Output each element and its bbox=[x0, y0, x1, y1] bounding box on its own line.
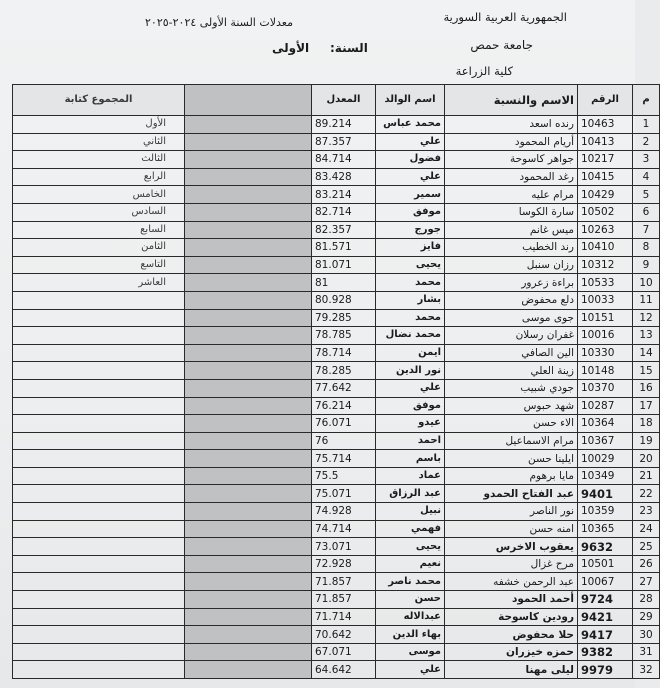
rank-in-words bbox=[13, 608, 185, 626]
average-score: 74.714 bbox=[312, 520, 376, 538]
rank-in-words bbox=[13, 626, 185, 644]
shaded-cell bbox=[185, 661, 312, 679]
table-row bbox=[13, 591, 660, 609]
average-score: 76.071 bbox=[312, 415, 376, 433]
father-name: عيدو bbox=[376, 415, 445, 433]
row-number: 19 bbox=[633, 432, 660, 450]
student-id: 9417 bbox=[578, 626, 633, 644]
shaded-cell bbox=[185, 432, 312, 450]
average-score: 83.214 bbox=[312, 186, 376, 204]
table-row bbox=[13, 503, 660, 521]
student-id: 10365 bbox=[578, 520, 633, 538]
rank-in-words bbox=[13, 538, 185, 556]
average-score: 81.071 bbox=[312, 256, 376, 274]
rank-in-words bbox=[13, 485, 185, 503]
student-name: سارة الكوسا bbox=[445, 203, 578, 221]
shaded-cell bbox=[185, 291, 312, 309]
student-id: 10415 bbox=[578, 168, 633, 186]
average-score: 75.5 bbox=[312, 467, 376, 485]
student-name: زينة العلي bbox=[445, 362, 578, 380]
shaded-cell bbox=[185, 520, 312, 538]
student-id: 10148 bbox=[578, 362, 633, 380]
shaded-cell bbox=[185, 591, 312, 609]
student-id: 9979 bbox=[578, 661, 633, 679]
student-id: 10410 bbox=[578, 239, 633, 257]
father-name: موسى bbox=[376, 643, 445, 661]
average-score: 89.214 bbox=[312, 116, 376, 134]
row-number: 6 bbox=[633, 203, 660, 221]
student-id: 10359 bbox=[578, 503, 633, 521]
father-name: محمد نضال bbox=[376, 327, 445, 345]
father-name: نعيم bbox=[376, 555, 445, 573]
student-name: مرام الاسماعيل bbox=[445, 432, 578, 450]
year-label: السنة: bbox=[330, 41, 368, 55]
father-name: بهاء الدين bbox=[376, 626, 445, 644]
shaded-cell bbox=[185, 379, 312, 397]
table-row bbox=[13, 643, 660, 661]
father-name: احمد bbox=[376, 432, 445, 450]
average-score: 82.357 bbox=[312, 221, 376, 239]
shaded-cell bbox=[185, 116, 312, 134]
father-name: علي bbox=[376, 133, 445, 151]
average-score: 79.285 bbox=[312, 309, 376, 327]
rank-in-words: الثامن bbox=[13, 239, 185, 257]
student-id: 10413 bbox=[578, 133, 633, 151]
student-name: جودي شبيب bbox=[445, 379, 578, 397]
father-name: علي bbox=[376, 661, 445, 679]
rank-in-words bbox=[13, 591, 185, 609]
shaded-cell bbox=[185, 239, 312, 257]
father-name: حسن bbox=[376, 591, 445, 609]
rank-in-words: الرابع bbox=[13, 168, 185, 186]
row-number: 31 bbox=[633, 643, 660, 661]
header-father: اسم الوالد bbox=[376, 85, 445, 116]
student-name: أريام المحمود bbox=[445, 133, 578, 151]
table-row bbox=[13, 309, 660, 327]
header-total-words: المجموع كتابة bbox=[13, 85, 185, 116]
row-number: 10 bbox=[633, 274, 660, 292]
father-name: بشار bbox=[376, 291, 445, 309]
table-row bbox=[13, 133, 660, 151]
student-name: جوى موسى bbox=[445, 309, 578, 327]
shaded-cell bbox=[185, 168, 312, 186]
row-number: 3 bbox=[633, 151, 660, 169]
table-row bbox=[13, 573, 660, 591]
shaded-cell bbox=[185, 643, 312, 661]
student-id: 10217 bbox=[578, 151, 633, 169]
rank-in-words bbox=[13, 555, 185, 573]
row-number: 4 bbox=[633, 168, 660, 186]
header-id: الرقم bbox=[578, 85, 633, 116]
student-name: براءة زعرور bbox=[445, 274, 578, 292]
table-row bbox=[13, 256, 660, 274]
row-number: 17 bbox=[633, 397, 660, 415]
shaded-cell bbox=[185, 362, 312, 380]
student-name: رودين كاسوحة bbox=[445, 608, 578, 626]
row-number: 2 bbox=[633, 133, 660, 151]
student-id: 10330 bbox=[578, 344, 633, 362]
shaded-cell bbox=[185, 221, 312, 239]
document-title: معدلات السنة الأولى ٢٠٢٤-٢٠٢٥ bbox=[145, 16, 293, 29]
student-id: 10263 bbox=[578, 221, 633, 239]
rank-in-words bbox=[13, 503, 185, 521]
shaded-cell bbox=[185, 467, 312, 485]
table-row bbox=[13, 432, 660, 450]
student-name: جواهر كاسوحة bbox=[445, 151, 578, 169]
father-name: عماد bbox=[376, 467, 445, 485]
average-score: 76 bbox=[312, 432, 376, 450]
header-average: المعدل bbox=[312, 85, 376, 116]
average-score: 64.642 bbox=[312, 661, 376, 679]
student-id: 10370 bbox=[578, 379, 633, 397]
student-name: رنده اسعد bbox=[445, 116, 578, 134]
student-name: عبد الفتاح الحمدو bbox=[445, 485, 578, 503]
student-name: غفران رسلان bbox=[445, 327, 578, 345]
row-number: 16 bbox=[633, 379, 660, 397]
shaded-cell bbox=[185, 573, 312, 591]
student-name: مايا برهوم bbox=[445, 467, 578, 485]
father-name: فضول bbox=[376, 151, 445, 169]
student-name: حلا محفوض bbox=[445, 626, 578, 644]
average-score: 81.571 bbox=[312, 239, 376, 257]
rank-in-words bbox=[13, 362, 185, 380]
rank-in-words: الثاني bbox=[13, 133, 185, 151]
header-name: الاسم والنسبة bbox=[445, 85, 578, 116]
father-name: فايز bbox=[376, 239, 445, 257]
average-score: 83.428 bbox=[312, 168, 376, 186]
row-number: 12 bbox=[633, 309, 660, 327]
row-number: 7 bbox=[633, 221, 660, 239]
father-name: علي bbox=[376, 379, 445, 397]
average-score: 76.214 bbox=[312, 397, 376, 415]
header-shaded bbox=[185, 85, 312, 116]
table-row bbox=[13, 203, 660, 221]
row-number: 22 bbox=[633, 485, 660, 503]
student-name: شهد حبوس bbox=[445, 397, 578, 415]
student-name: دلع محفوض bbox=[445, 291, 578, 309]
father-name: موفق bbox=[376, 397, 445, 415]
table-row bbox=[13, 221, 660, 239]
rank-in-words bbox=[13, 379, 185, 397]
student-id: 9632 bbox=[578, 538, 633, 556]
table-header-row bbox=[13, 85, 660, 116]
father-name: محمد ناصر bbox=[376, 573, 445, 591]
student-name: مرام عليه bbox=[445, 186, 578, 204]
faculty-heading: كلية الزراعة bbox=[455, 64, 513, 78]
row-number: 23 bbox=[633, 503, 660, 521]
father-name: محمد bbox=[376, 274, 445, 292]
table-row bbox=[13, 239, 660, 257]
father-name: موفق bbox=[376, 203, 445, 221]
student-name: ليلى مهنا bbox=[445, 661, 578, 679]
average-score: 81 bbox=[312, 274, 376, 292]
student-id: 10533 bbox=[578, 274, 633, 292]
table-row bbox=[13, 415, 660, 433]
table-row bbox=[13, 467, 660, 485]
table-row bbox=[13, 168, 660, 186]
shaded-cell bbox=[185, 151, 312, 169]
table-row bbox=[13, 520, 660, 538]
student-id: 10502 bbox=[578, 203, 633, 221]
shaded-cell bbox=[185, 415, 312, 433]
rank-in-words bbox=[13, 415, 185, 433]
table-row bbox=[13, 291, 660, 309]
rank-in-words: الثالث bbox=[13, 151, 185, 169]
rank-in-words: السابع bbox=[13, 221, 185, 239]
student-name: نور الناصر bbox=[445, 503, 578, 521]
student-id: 9401 bbox=[578, 485, 633, 503]
row-number: 9 bbox=[633, 256, 660, 274]
table-row bbox=[13, 327, 660, 345]
table-row bbox=[13, 538, 660, 556]
row-number: 15 bbox=[633, 362, 660, 380]
table-row bbox=[13, 344, 660, 362]
shaded-cell bbox=[185, 344, 312, 362]
student-name: رزان سنبل bbox=[445, 256, 578, 274]
header-num: م bbox=[633, 85, 660, 116]
student-name: رغد المحمود bbox=[445, 168, 578, 186]
rank-in-words bbox=[13, 309, 185, 327]
average-score: 84.714 bbox=[312, 151, 376, 169]
shaded-cell bbox=[185, 203, 312, 221]
student-name: حمزه خيزران bbox=[445, 643, 578, 661]
student-id: 10312 bbox=[578, 256, 633, 274]
table-row bbox=[13, 485, 660, 503]
table-row bbox=[13, 379, 660, 397]
table-row bbox=[13, 450, 660, 468]
average-score: 71.857 bbox=[312, 591, 376, 609]
father-name: نبيل bbox=[376, 503, 445, 521]
student-id: 10501 bbox=[578, 555, 633, 573]
student-id: 10067 bbox=[578, 573, 633, 591]
shaded-cell bbox=[185, 485, 312, 503]
shaded-cell bbox=[185, 450, 312, 468]
average-score: 78.785 bbox=[312, 327, 376, 345]
student-name: يعقوب الاخرس bbox=[445, 538, 578, 556]
average-score: 82.714 bbox=[312, 203, 376, 221]
rank-in-words bbox=[13, 573, 185, 591]
average-score: 87.357 bbox=[312, 133, 376, 151]
student-id: 10287 bbox=[578, 397, 633, 415]
rank-in-words bbox=[13, 291, 185, 309]
average-score: 72.928 bbox=[312, 555, 376, 573]
father-name: عبدالاله bbox=[376, 608, 445, 626]
table-row bbox=[13, 608, 660, 626]
student-name: عبد الرحمن خشفه bbox=[445, 573, 578, 591]
father-name: نور الدين bbox=[376, 362, 445, 380]
student-name: رند الخطيب bbox=[445, 239, 578, 257]
shaded-cell bbox=[185, 503, 312, 521]
student-id: 9382 bbox=[578, 643, 633, 661]
rank-in-words bbox=[13, 327, 185, 345]
table-row bbox=[13, 555, 660, 573]
average-score: 75.071 bbox=[312, 485, 376, 503]
father-name: سمير bbox=[376, 186, 445, 204]
shaded-cell bbox=[185, 608, 312, 626]
row-number: 20 bbox=[633, 450, 660, 468]
father-name: باسم bbox=[376, 450, 445, 468]
shaded-cell bbox=[185, 274, 312, 292]
student-id: 10016 bbox=[578, 327, 633, 345]
row-number: 18 bbox=[633, 415, 660, 433]
father-name: ايمن bbox=[376, 344, 445, 362]
row-number: 32 bbox=[633, 661, 660, 679]
shaded-cell bbox=[185, 397, 312, 415]
student-name: مرح غزال bbox=[445, 555, 578, 573]
student-name: الين الصافي bbox=[445, 344, 578, 362]
row-number: 1 bbox=[633, 116, 660, 134]
shaded-cell bbox=[185, 555, 312, 573]
university-heading: جامعة حمص bbox=[470, 38, 533, 52]
table-row bbox=[13, 274, 660, 292]
average-score: 74.928 bbox=[312, 503, 376, 521]
student-id: 10029 bbox=[578, 450, 633, 468]
average-score: 80.928 bbox=[312, 291, 376, 309]
rank-in-words: التاسع bbox=[13, 256, 185, 274]
average-score: 71.857 bbox=[312, 573, 376, 591]
year-value: الأولى bbox=[272, 41, 310, 55]
student-name: الاء حسن bbox=[445, 415, 578, 433]
row-number: 21 bbox=[633, 467, 660, 485]
father-name: علي bbox=[376, 168, 445, 186]
row-number: 26 bbox=[633, 555, 660, 573]
rank-in-words bbox=[13, 344, 185, 362]
shaded-cell bbox=[185, 133, 312, 151]
student-id: 10364 bbox=[578, 415, 633, 433]
row-number: 14 bbox=[633, 344, 660, 362]
row-number: 11 bbox=[633, 291, 660, 309]
average-score: 78.285 bbox=[312, 362, 376, 380]
row-number: 24 bbox=[633, 520, 660, 538]
rank-in-words: السادس bbox=[13, 203, 185, 221]
father-name: محمد عباس bbox=[376, 116, 445, 134]
student-id: 10151 bbox=[578, 309, 633, 327]
grades-table bbox=[12, 84, 660, 679]
table-row bbox=[13, 151, 660, 169]
student-id: 10367 bbox=[578, 432, 633, 450]
student-id: 10463 bbox=[578, 116, 633, 134]
table-row bbox=[13, 116, 660, 134]
rank-in-words bbox=[13, 643, 185, 661]
table-row bbox=[13, 661, 660, 679]
average-score: 77.642 bbox=[312, 379, 376, 397]
rank-in-words: الخامس bbox=[13, 186, 185, 204]
rank-in-words bbox=[13, 432, 185, 450]
row-number: 5 bbox=[633, 186, 660, 204]
father-name: جورج bbox=[376, 221, 445, 239]
rank-in-words bbox=[13, 450, 185, 468]
shaded-cell bbox=[185, 626, 312, 644]
shaded-cell bbox=[185, 309, 312, 327]
rank-in-words bbox=[13, 661, 185, 679]
father-name: عبد الرزاق bbox=[376, 485, 445, 503]
student-id: 10429 bbox=[578, 186, 633, 204]
rank-in-words: العاشر bbox=[13, 274, 185, 292]
father-name: يحيى bbox=[376, 538, 445, 556]
row-number: 25 bbox=[633, 538, 660, 556]
average-score: 75.714 bbox=[312, 450, 376, 468]
average-score: 73.071 bbox=[312, 538, 376, 556]
row-number: 30 bbox=[633, 626, 660, 644]
student-name: ايلينا حسن bbox=[445, 450, 578, 468]
father-name: محمد bbox=[376, 309, 445, 327]
shaded-cell bbox=[185, 538, 312, 556]
table-row bbox=[13, 362, 660, 380]
rank-in-words bbox=[13, 397, 185, 415]
table-row bbox=[13, 186, 660, 204]
rank-in-words: الأول bbox=[13, 116, 185, 134]
average-score: 70.642 bbox=[312, 626, 376, 644]
shaded-cell bbox=[185, 256, 312, 274]
row-number: 8 bbox=[633, 239, 660, 257]
average-score: 78.714 bbox=[312, 344, 376, 362]
student-id: 10033 bbox=[578, 291, 633, 309]
row-number: 13 bbox=[633, 327, 660, 345]
rank-in-words bbox=[13, 520, 185, 538]
table-row bbox=[13, 626, 660, 644]
shaded-cell bbox=[185, 186, 312, 204]
average-score: 67.071 bbox=[312, 643, 376, 661]
table-row bbox=[13, 397, 660, 415]
student-id: 9724 bbox=[578, 591, 633, 609]
rank-in-words bbox=[13, 467, 185, 485]
father-name: يحيى bbox=[376, 256, 445, 274]
student-name: ميس غانم bbox=[445, 221, 578, 239]
student-id: 9421 bbox=[578, 608, 633, 626]
average-score: 71.714 bbox=[312, 608, 376, 626]
row-number: 28 bbox=[633, 591, 660, 609]
student-id: 10349 bbox=[578, 467, 633, 485]
row-number: 29 bbox=[633, 608, 660, 626]
republic-heading: الجمهورية العربية السورية bbox=[443, 10, 567, 24]
father-name: فهمي bbox=[376, 520, 445, 538]
shaded-cell bbox=[185, 327, 312, 345]
row-number: 27 bbox=[633, 573, 660, 591]
student-name: امنه حسن bbox=[445, 520, 578, 538]
student-name: أحمد الحمود bbox=[445, 591, 578, 609]
